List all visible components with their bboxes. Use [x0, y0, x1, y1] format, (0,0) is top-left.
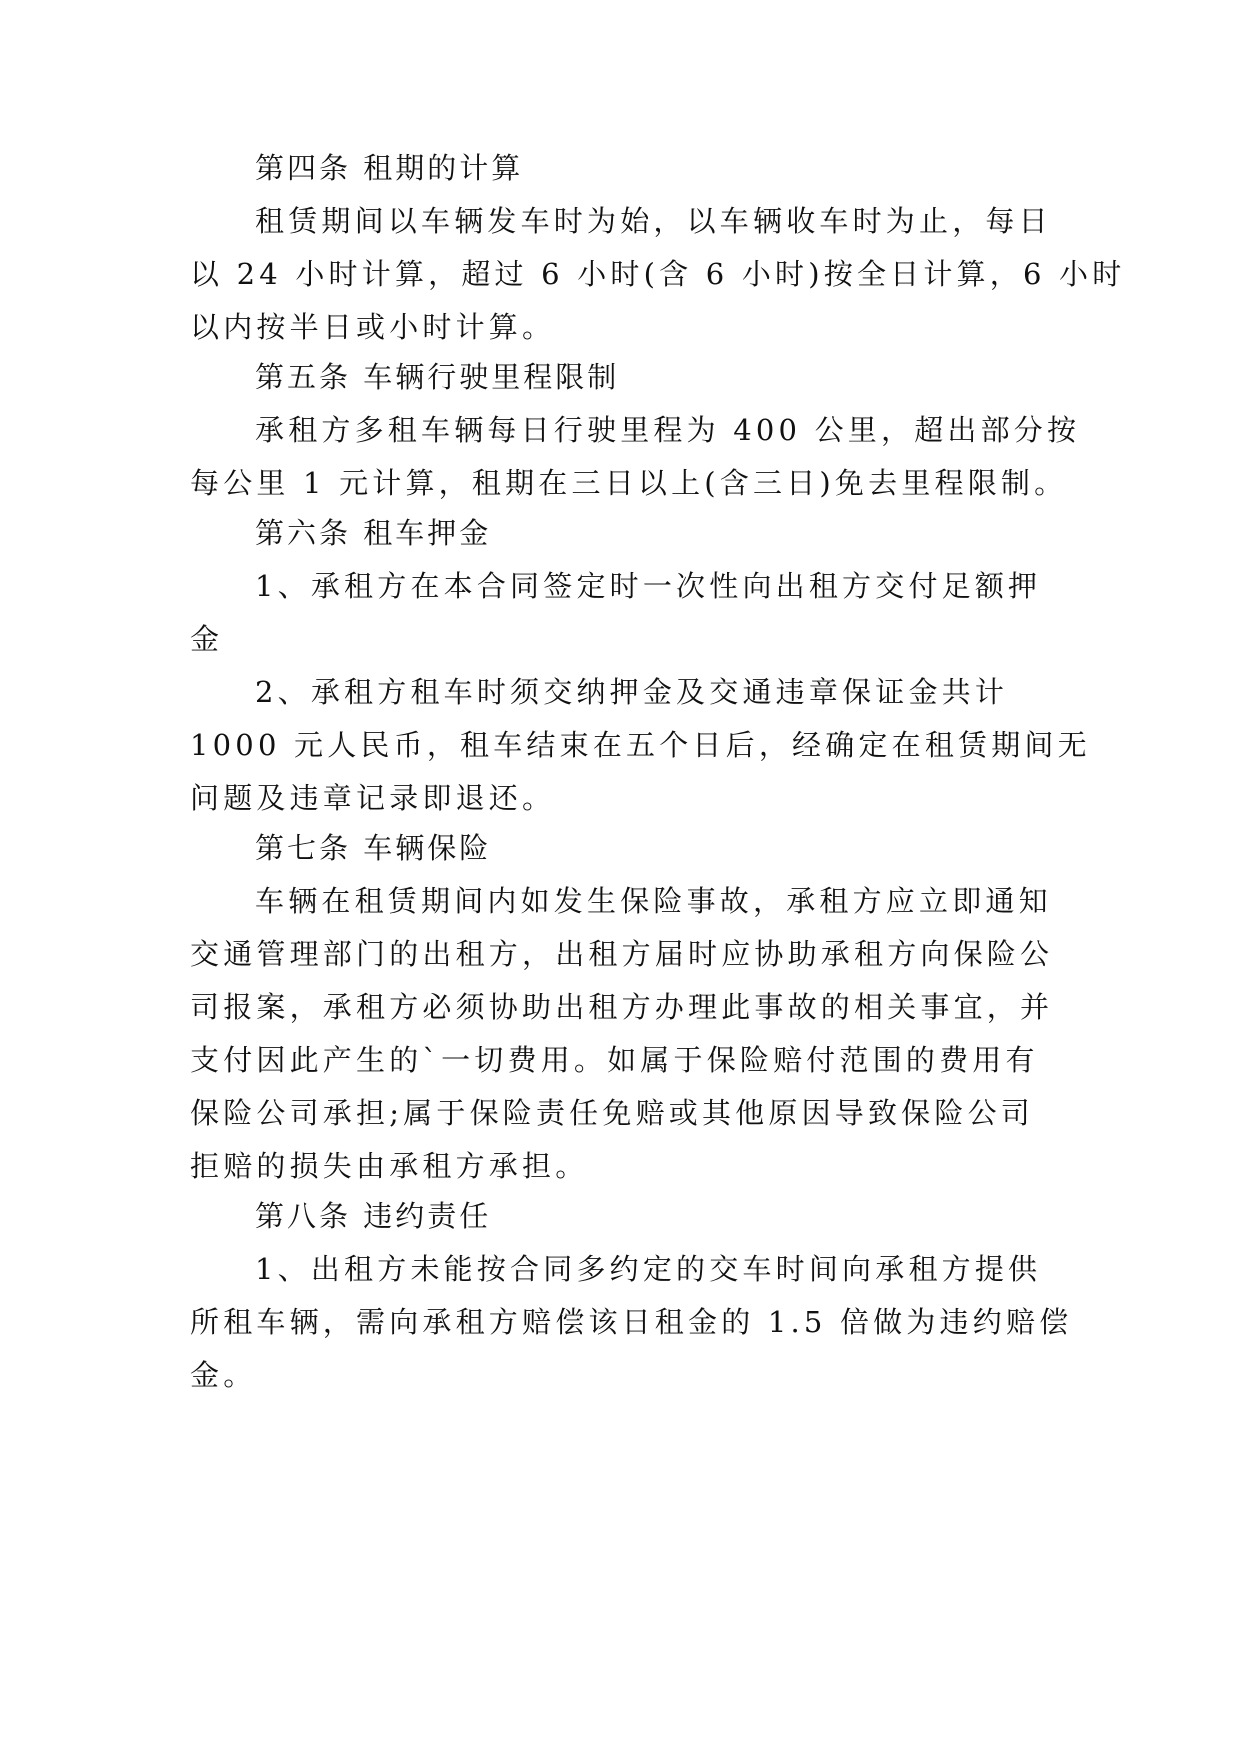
paragraph-line: 1000 元人民币，租车结束在五个日后，经确定在租赁期间无 [190, 728, 1091, 762]
paragraph-line: 交通管理部门的出租方，出租方届时应协助承租方向保险公 [190, 937, 1054, 971]
paragraph-line: 拒赔的损失由承租方承担。 [190, 1149, 589, 1183]
paragraph-line: 金 [190, 622, 224, 656]
paragraph-line: 1、出租方未能按合同多约定的交车时间向承租方提供 [255, 1252, 1042, 1286]
paragraph-line: 支付因此产生的`一切费用。如属于保险赔付范围的费用有 [190, 1043, 1039, 1077]
paragraph-line: 问题及违章记录即退还。 [190, 781, 556, 815]
section-5-heading: 第五条 车辆行驶里程限制 [255, 360, 620, 394]
paragraph-line: 每公里 1 元计算，租期在三日以上(含三日)免去里程限制。 [190, 466, 1068, 500]
paragraph-line: 金。 [190, 1358, 257, 1392]
section-4-heading: 第四条 租期的计算 [255, 151, 524, 185]
paragraph-line: 1、承租方在本合同签定时一次性向出租方交付足额押 [255, 569, 1042, 603]
paragraph-line: 以内按半日或小时计算。 [190, 310, 556, 344]
paragraph-line: 司报案，承租方必须协助出租方办理此事故的相关事宜，并 [190, 990, 1054, 1024]
section-7-heading: 第七条 车辆保险 [255, 831, 492, 865]
paragraph-line: 租赁期间以车辆发车时为始，以车辆收车时为止，每日 [255, 204, 1052, 238]
paragraph-line: 2、承租方租车时须交纳押金及交通违章保证金共计 [255, 675, 1009, 709]
section-8-heading: 第八条 违约责任 [255, 1199, 492, 1233]
paragraph-line: 保险公司承担;属于保险责任免赔或其他原因导致保险公司 [190, 1096, 1034, 1130]
paragraph-line: 承租方多租车辆每日行驶里程为 400 公里，超出部分按 [255, 413, 1081, 447]
paragraph-line: 所租车辆，需向承租方赔偿该日租金的 1.5 倍做为违约赔偿 [190, 1305, 1073, 1339]
paragraph-line: 以 24 小时计算，超过 6 小时(含 6 小时)按全日计算，6 小时 [190, 257, 1126, 291]
paragraph-line: 车辆在租赁期间内如发生保险事故，承租方应立即通知 [255, 884, 1052, 918]
section-6-heading: 第六条 租车押金 [255, 516, 492, 550]
